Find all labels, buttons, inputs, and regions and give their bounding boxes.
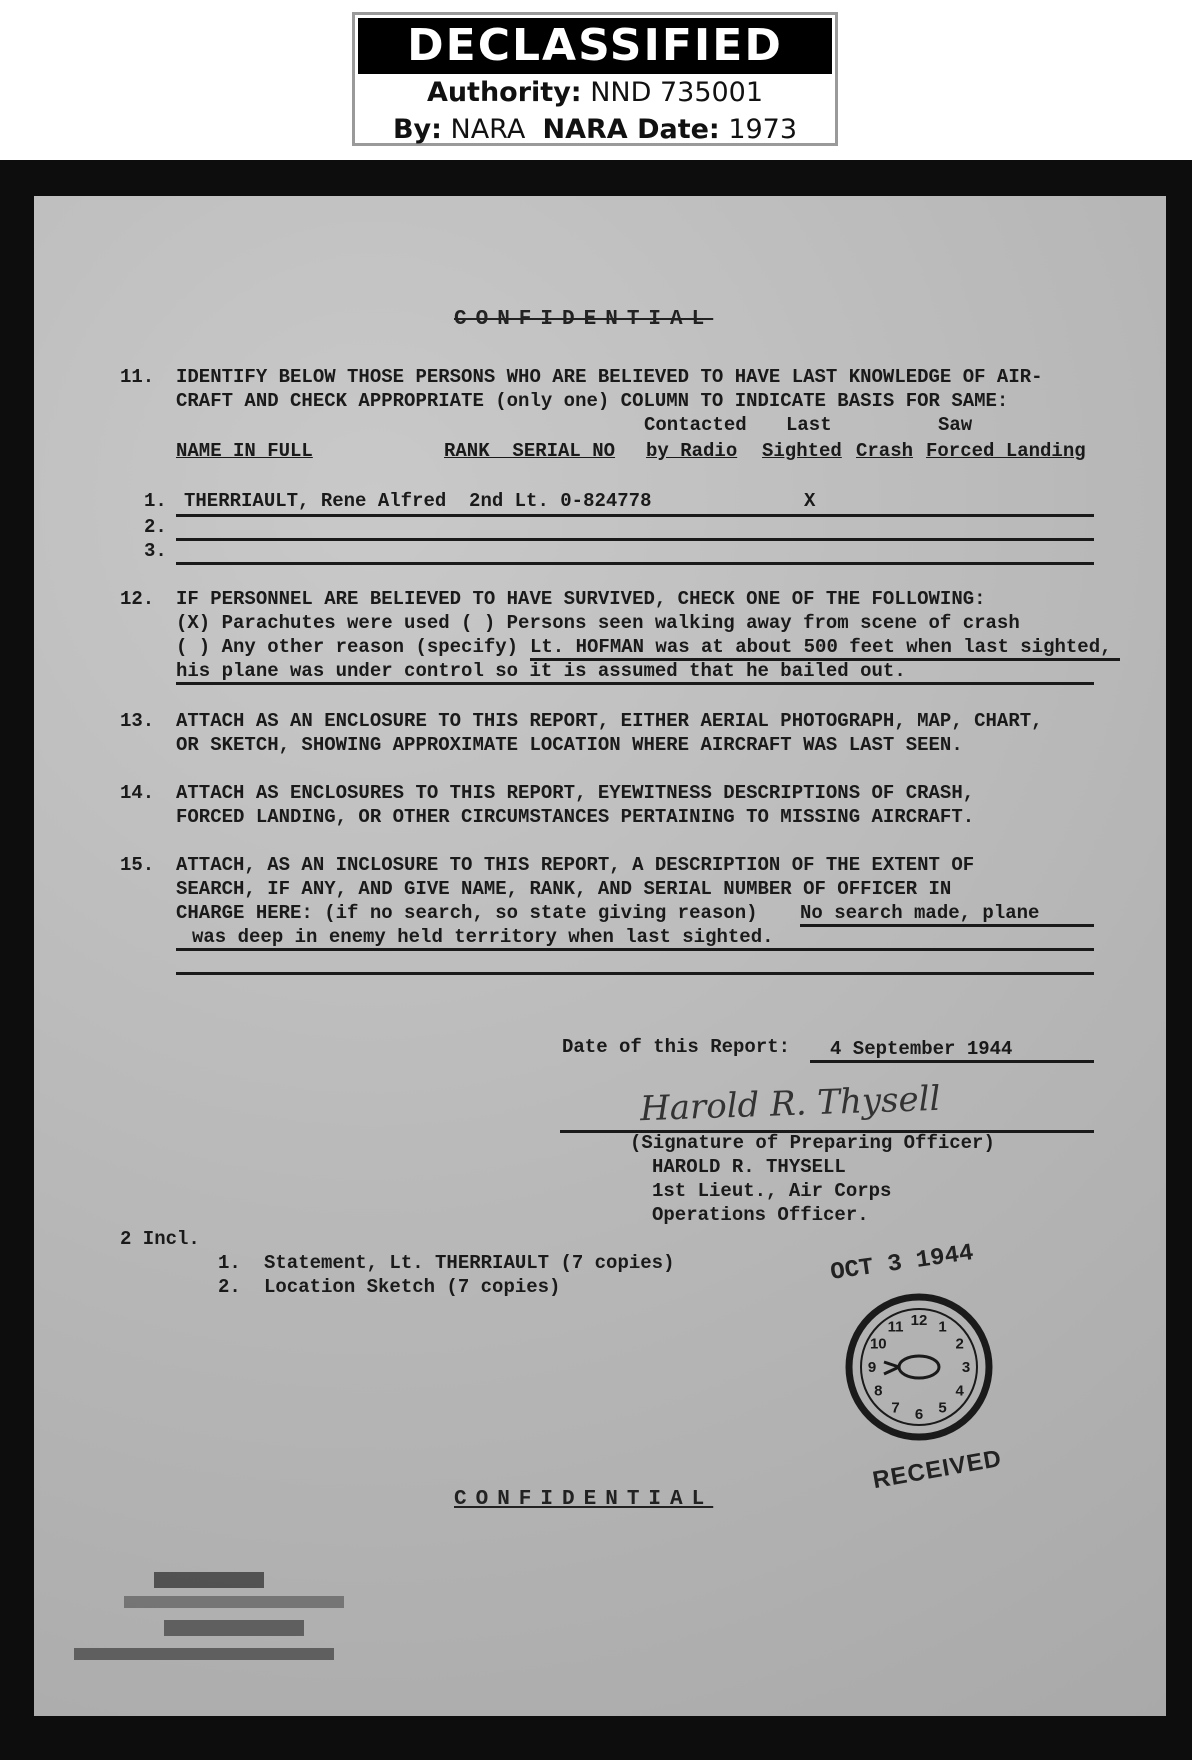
item12-line3-answer: Lt. HOFMAN was at about 500 feet when last sighted, <box>530 636 1112 658</box>
authority-line <box>355 74 835 111</box>
clock-number: 4 <box>955 1382 964 1400</box>
item14-line2: FORCED LANDING, OR OTHER CIRCUMSTANCES PERTAINING TO MISSING AIRCRAFT. <box>176 806 975 828</box>
col-forced: Forced Landing <box>926 440 1086 462</box>
declassified-title: DECLASSIFIED <box>358 18 832 74</box>
inclosure1-number: 1. <box>218 1252 241 1274</box>
clock-number: 5 <box>938 1399 947 1417</box>
item15-line3-prefix: CHARGE HERE: (if no search, so state giving reason) <box>176 902 758 924</box>
item15-number: 15. <box>120 854 155 876</box>
header-classification: CONFIDENTIAL <box>454 308 714 331</box>
received-label: RECEIVED <box>870 1444 1004 1495</box>
signature-caption: (Signature of Preparing Officer) <box>630 1132 995 1154</box>
smudged-stamp-icon <box>54 1566 374 1676</box>
inclosure2-text: Location Sketch (7 copies) <box>264 1276 561 1298</box>
scan-frame <box>0 160 1192 1760</box>
item15-line3-answer: No search made, plane <box>800 902 1040 924</box>
row3-rule <box>176 562 1094 565</box>
item14-number: 14. <box>120 782 155 804</box>
officer-signature: Harold R. Thysell <box>639 1078 942 1130</box>
by-label: By: <box>392 114 442 145</box>
authority-value: NND 735001 <box>590 77 764 108</box>
nara-date-label: NARA Date: <box>542 114 720 145</box>
report-date-value: 4 September 1944 <box>830 1038 1013 1060</box>
by-value: NARA <box>450 114 526 145</box>
row1-number: 1. <box>144 490 167 512</box>
clock-number: 12 <box>910 1312 928 1329</box>
row1-mark: X <box>804 490 816 512</box>
row3-number: 3. <box>144 540 167 562</box>
footer-classification: CONFIDENTIAL <box>454 1488 714 1511</box>
clock-stamp-icon <box>844 1292 994 1442</box>
col-contacted: Contacted <box>644 414 747 436</box>
item15-line4-rule <box>176 948 1094 951</box>
item11-line2: CRAFT AND CHECK APPROPRIATE (only one) COLUMN TO INDICATE BASIS FOR SAME: <box>176 390 1009 412</box>
item12-number: 12. <box>120 588 155 610</box>
inclosure2-number: 2. <box>218 1276 241 1298</box>
signature-title: Operations Officer. <box>652 1204 869 1226</box>
clock-number: 10 <box>869 1335 887 1353</box>
item13-line1: ATTACH AS AN ENCLOSURE TO THIS REPORT, EITHER AERIAL PHOTOGRAPH, MAP, CHART, <box>176 710 1043 732</box>
inclosures-heading: 2 Incl. <box>120 1228 200 1250</box>
row2-number: 2. <box>144 516 167 538</box>
col-sighted: Sighted <box>762 440 842 462</box>
item12-line4: his plane was under control so it is assumed that he bailed out. <box>176 660 906 682</box>
item15-line5-rule <box>176 972 1094 975</box>
item13-line2: OR SKETCH, SHOWING APPROXIMATE LOCATION WHERE AIRCRAFT WAS LAST SEEN. <box>176 734 963 756</box>
item11-line1: IDENTIFY BELOW THOSE PERSONS WHO ARE BELIEVED TO HAVE LAST KNOWLEDGE OF AIR- <box>176 366 1043 388</box>
clock-number: 9 <box>867 1359 877 1376</box>
clock-number: 6 <box>914 1406 924 1423</box>
declassified-stamp <box>352 12 838 146</box>
item12-line4-rule <box>176 682 1094 685</box>
clock-number: 8 <box>874 1382 883 1400</box>
item15-line4: was deep in enemy held territory when last sighted. <box>192 926 774 948</box>
signature-name: HAROLD R. THYSELL <box>652 1156 846 1178</box>
by-line <box>355 111 835 148</box>
inclosure1-text: Statement, Lt. THERRIAULT (7 copies) <box>264 1252 675 1274</box>
clock-number: 1 <box>938 1318 947 1336</box>
item12-line2: (X) Parachutes were used ( ) Persons seen walking away from scene of crash <box>176 612 1020 634</box>
col-last: Last <box>786 414 832 436</box>
signature-rank: 1st Lieut., Air Corps <box>652 1180 892 1202</box>
row1-rule <box>176 514 1094 517</box>
item11-number: 11. <box>120 366 155 388</box>
item12-line1: IF PERSONNEL ARE BELIEVED TO HAVE SURVIVED, CHECK ONE OF THE FOLLOWING: <box>176 588 986 610</box>
row2-rule <box>176 538 1094 541</box>
item15-line3-rule <box>800 924 1094 927</box>
col-by-radio: by Radio <box>646 440 738 462</box>
clock-number: 7 <box>891 1399 900 1417</box>
col-crash: Crash <box>856 440 914 462</box>
row1-text: THERRIAULT, Rene Alfred 2nd Lt. 0-824778 <box>184 490 652 512</box>
col-saw: Saw <box>938 414 973 436</box>
document-page <box>34 196 1166 1716</box>
received-date-stamp: OCT 3 1944 <box>828 1240 976 1287</box>
nara-date-value: 1973 <box>728 114 798 145</box>
clock-number: 11 <box>887 1318 904 1336</box>
item14-line1: ATTACH AS ENCLOSURES TO THIS REPORT, EYEWITNESS DESCRIPTIONS OF CRASH, <box>176 782 975 804</box>
authority-label: Authority: <box>426 77 582 108</box>
col-name: NAME IN FULL <box>176 440 313 462</box>
report-date-label: Date of this Report: <box>562 1036 791 1058</box>
item12-line3-prefix: ( ) Any other reason (specify) <box>176 636 519 658</box>
item15-line2: SEARCH, IF ANY, AND GIVE NAME, RANK, AND SERIAL NUMBER OF OFFICER IN <box>176 878 952 900</box>
report-date-rule <box>810 1060 1094 1063</box>
item15-line1: ATTACH, AS AN INCLOSURE TO THIS REPORT, A DESCRIPTION OF THE EXTENT OF <box>176 854 975 876</box>
col-rank-serial: RANK SERIAL NO <box>444 440 616 462</box>
item13-number: 13. <box>120 710 155 732</box>
clock-number: 2 <box>955 1335 964 1353</box>
clock-number: 3 <box>961 1359 971 1376</box>
